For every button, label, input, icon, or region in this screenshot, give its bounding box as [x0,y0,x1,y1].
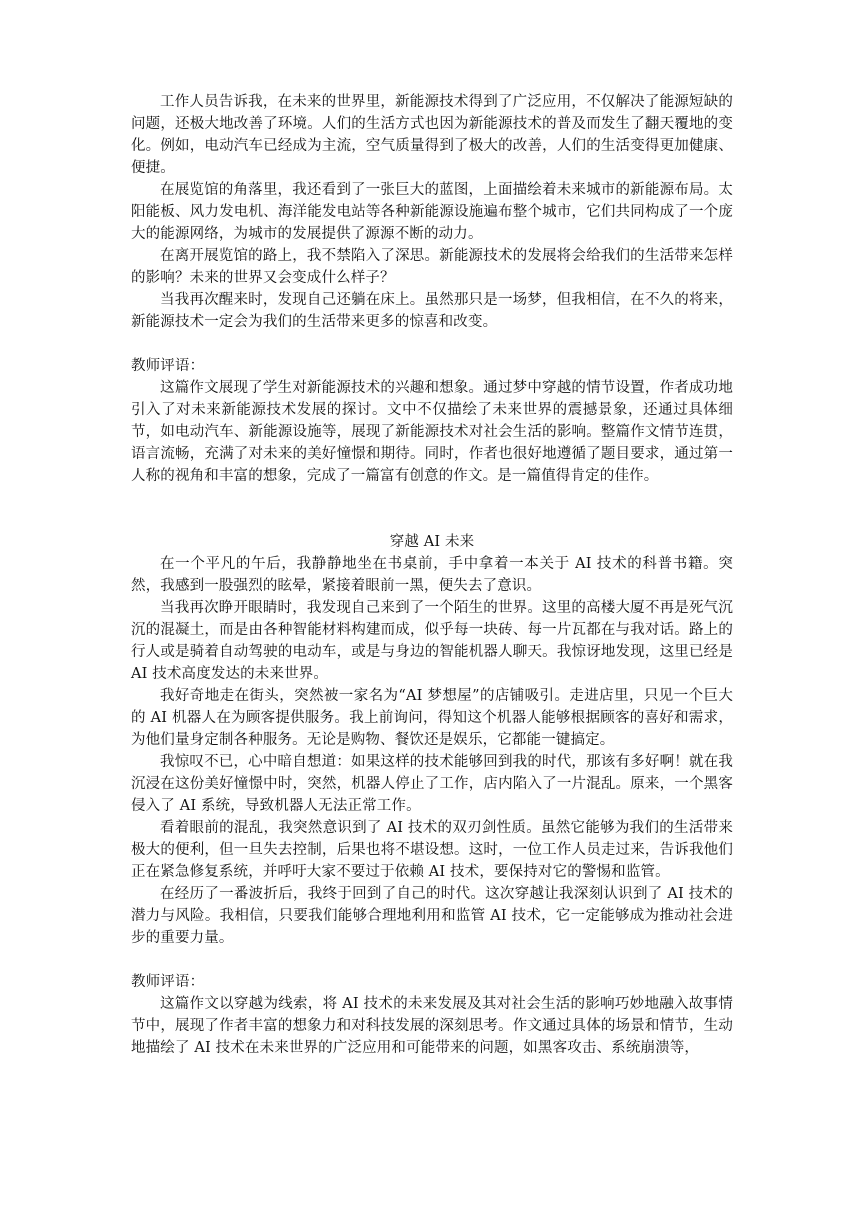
essay1-paragraph: 当我再次醒来时，发现自己还躺在床上。虽然那只是一场梦，但我相信，在不久的将来，新能源技术一定会为我们的生活带来更多的惊喜和改变。 [131,292,733,330]
teacher-comment: 这篇作文以穿越为线索，将 AI 技术的未来发展及其对社会生活的影响巧妙地融入故事情节中，展现了作者丰富的想象力和对科技发展的深刻思考。作文通过具体的场景和情节，生动地描绘了 AI 技术在未来世界的广泛应用和可能带来的问题，如黑客攻击、系统崩溃等， [131,996,733,1056]
essay2-paragraph: 我好奇地走在街头，突然被一家名为“AI 梦想屋”的店铺吸引。走进店里，只见一个巨大的 AI 机器人在为顾客提供服务。我上前询问，得知这个机器人能够根据顾客的喜好和需求，为他们量身定制各种服务。无论是购物、餐饮还是娱乐，它都能一键搞定。 [131,688,733,748]
essay-title: 穿越 AI 未来 [389,534,475,550]
essay1-tail [131,91,733,487]
essay2-paragraph: 在经历了一番波折后，我终于回到了自己的时代。这次穿越让我深刻认识到了 AI 技术的潜力与风险。我相信，只要我们能够合理地利用和监管 AI 技术，它一定能够成为推动社会进步的重要力量。 [131,886,733,946]
essay2-paragraph: 当我再次睁开眼睛时，我发现自己来到了一个陌生的世界。这里的高楼大厦不再是死气沉沉的混凝土，而是由各种智能材料构建而成，似乎每一块砖、每一片瓦都在与我对话。路上的行人或是骑着自动驾驶的电动车，或是与身边的智能机器人聊天。我惊讶地发现，这里已经是 AI 技术高度发达的未来世界。 [131,600,733,682]
essay1-paragraph: 工作人员告诉我，在未来的世界里，新能源技术得到了广泛应用，不仅解决了能源短缺的问题，还极大地改善了环境。人们的生活方式也因为新能源技术的普及而发生了翻天覆地的变化。例如，电动汽车已经成为主流，空气质量得到了极大的改善，人们的生活变得更加健康、便捷。 [131,94,733,176]
essay2 [131,531,733,1059]
essay2-paragraph: 看着眼前的混乱，我突然意识到了 AI 技术的双刃剑性质。虽然它能够为我们的生活带来极大的便利，但一旦失去控制，后果也将不堪设想。这时，一位工作人员走过来，告诉我他们正在紧急修复系统，并呼吁大家不要过于依赖 AI 技术，要保持对它的警惕和监管。 [131,820,733,880]
essay2-paragraph: 在一个平凡的午后，我静静地坐在书桌前，手中拿着一本关于 AI 技术的科普书籍。突然，我感到一股强烈的眩晕，紧接着眼前一黑，便失去了意识。 [131,556,733,594]
document-page [131,91,733,1059]
teacher-comment: 这篇作文展现了学生对新能源技术的兴趣和想象。通过梦中穿越的情节设置，作者成功地引入了对未来新能源技术发展的探讨。文中不仅描绘了未来世界的震撼景象，还通过具体细节，如电动汽车、新能源设施等，展现了新能源技术对社会生活的影响。整篇作文情节连贯，语言流畅，充满了对未来的美好憧憬和期待。同时，作者也很好地遵循了题目要求，通过第一人称的视角和丰富的想象，完成了一篇富有创意的作文。是一篇值得肯定的佳作。 [131,380,733,484]
essay1-paragraph: 在展览馆的角落里，我还看到了一张巨大的蓝图，上面描绘着未来城市的新能源布局。太阳能板、风力发电机、海洋能发电站等各种新能源设施遍布整个城市，它们共同构成了一个庞大的能源网络，为城市的发展提供了源源不断的动力。 [131,182,733,242]
essay1-paragraph: 在离开展览馆的路上，我不禁陷入了深思。新能源技术的发展将会给我们的生活带来怎样的影响？未来的世界又会变成什么样子？ [131,248,733,286]
essay2-paragraph: 我惊叹不已，心中暗自想道：如果这样的技术能够回到我的时代，那该有多好啊！就在我沉浸在这份美好憧憬中时，突然，机器人停止了工作，店内陷入了一片混乱。原来，一个黑客侵入了 AI 系统，导致机器人无法正常工作。 [131,754,733,814]
teacher-comment-label: 教师评语： [131,974,205,990]
teacher-comment-label: 教师评语： [131,358,205,374]
